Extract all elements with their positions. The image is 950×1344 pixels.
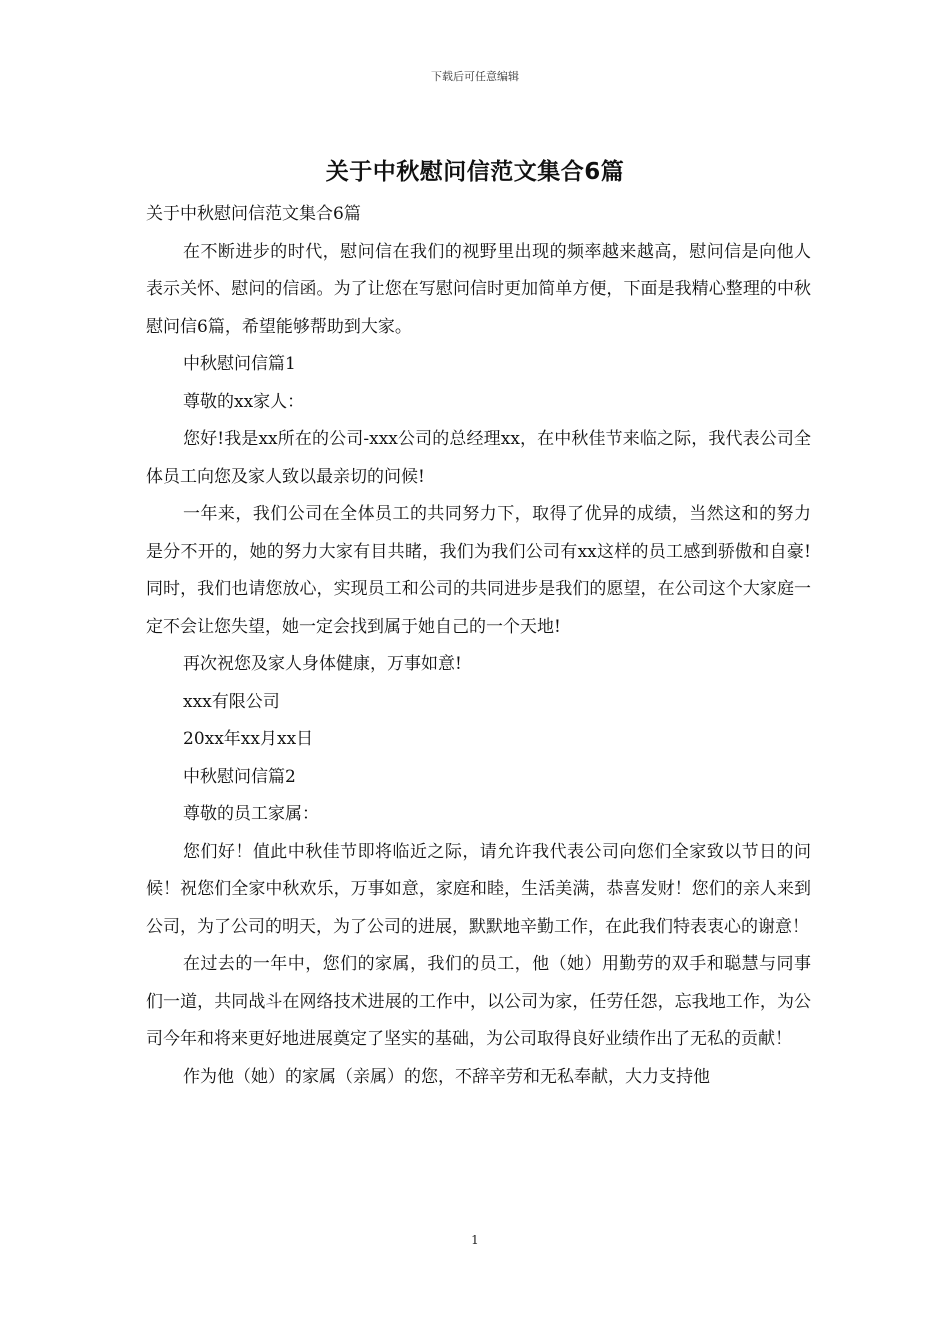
- document-title: 关于中秋慰问信范文集合6篇: [325, 159, 625, 185]
- page-header-note: 下载后可任意编辑: [431, 70, 519, 83]
- section-heading: 中秋慰问信篇2: [183, 766, 296, 787]
- document-subtitle: 关于中秋慰问信范文集合6篇: [146, 204, 361, 224]
- paragraph: 在过去的一年中，您们的家属，我们的员工，他（她）用勤劳的双手和聪慧与同事们一道，共同战斗在网络技术进展的工作中，以公司为家，任劳任怨，忘我地工作，为公司今年和将来更好地进展奠定了坚实的基础，为公司取得良好业绩作出了无私的贡献！: [146, 954, 811, 1049]
- salutation: 尊敬的员工家属：: [183, 804, 319, 824]
- paragraph: 在不断进步的时代，慰问信在我们的视野里出现的频率越来越高，慰问信是向他人表示关怀、慰问的信函。为了让您在写慰问信时更加简单方便，下面是我精心整理的中秋慰问信6篇，希望能够帮助到大家。: [146, 241, 811, 337]
- paragraph: 您们好！值此中秋佳节即将临近之际，请允许我代表公司向您们全家致以节日的问候！祝您们全家中秋欢乐，万事如意，家庭和睦，生活美满，恭喜发财！您们的亲人来到公司，为了公司的明天，为了公司的进展，默默地辛勤工作，在此我们特表衷心的谢意！: [146, 841, 811, 937]
- salutation: 尊敬的xx家人：: [183, 391, 305, 412]
- signature-date: 20xx年xx月xx日: [183, 729, 314, 749]
- paragraph: 作为他（她）的家属（亲属）的您，不辞辛劳和无私奉献，大力支持他: [183, 1066, 710, 1087]
- page-number: 1: [471, 1233, 479, 1247]
- section-heading: 中秋慰问信篇1: [183, 354, 296, 374]
- document-body: [146, 196, 811, 1096]
- paragraph: 再次祝您及家人身体健康，万事如意!: [183, 654, 462, 674]
- signature-company: xxx有限公司: [183, 691, 280, 712]
- paragraph: 一年来，我们公司在全体员工的共同努力下，取得了优异的成绩，当然这和的努力是分不开的，她的努力大家有目共睹，我们为我们公司有xx这样的员工感到骄傲和自豪!同时，我们也请您放心，实现员工和公司的共同进步是我们的愿望，在公司这个大家庭一定不会让您失望，她一定会找到属于她自己的一个天地!: [146, 504, 811, 637]
- paragraph: 您好!我是xx所在的公司-xxx公司的总经理xx，在中秋佳节来临之际，我代表公司全体员工向您及家人致以最亲切的问候!: [146, 429, 811, 487]
